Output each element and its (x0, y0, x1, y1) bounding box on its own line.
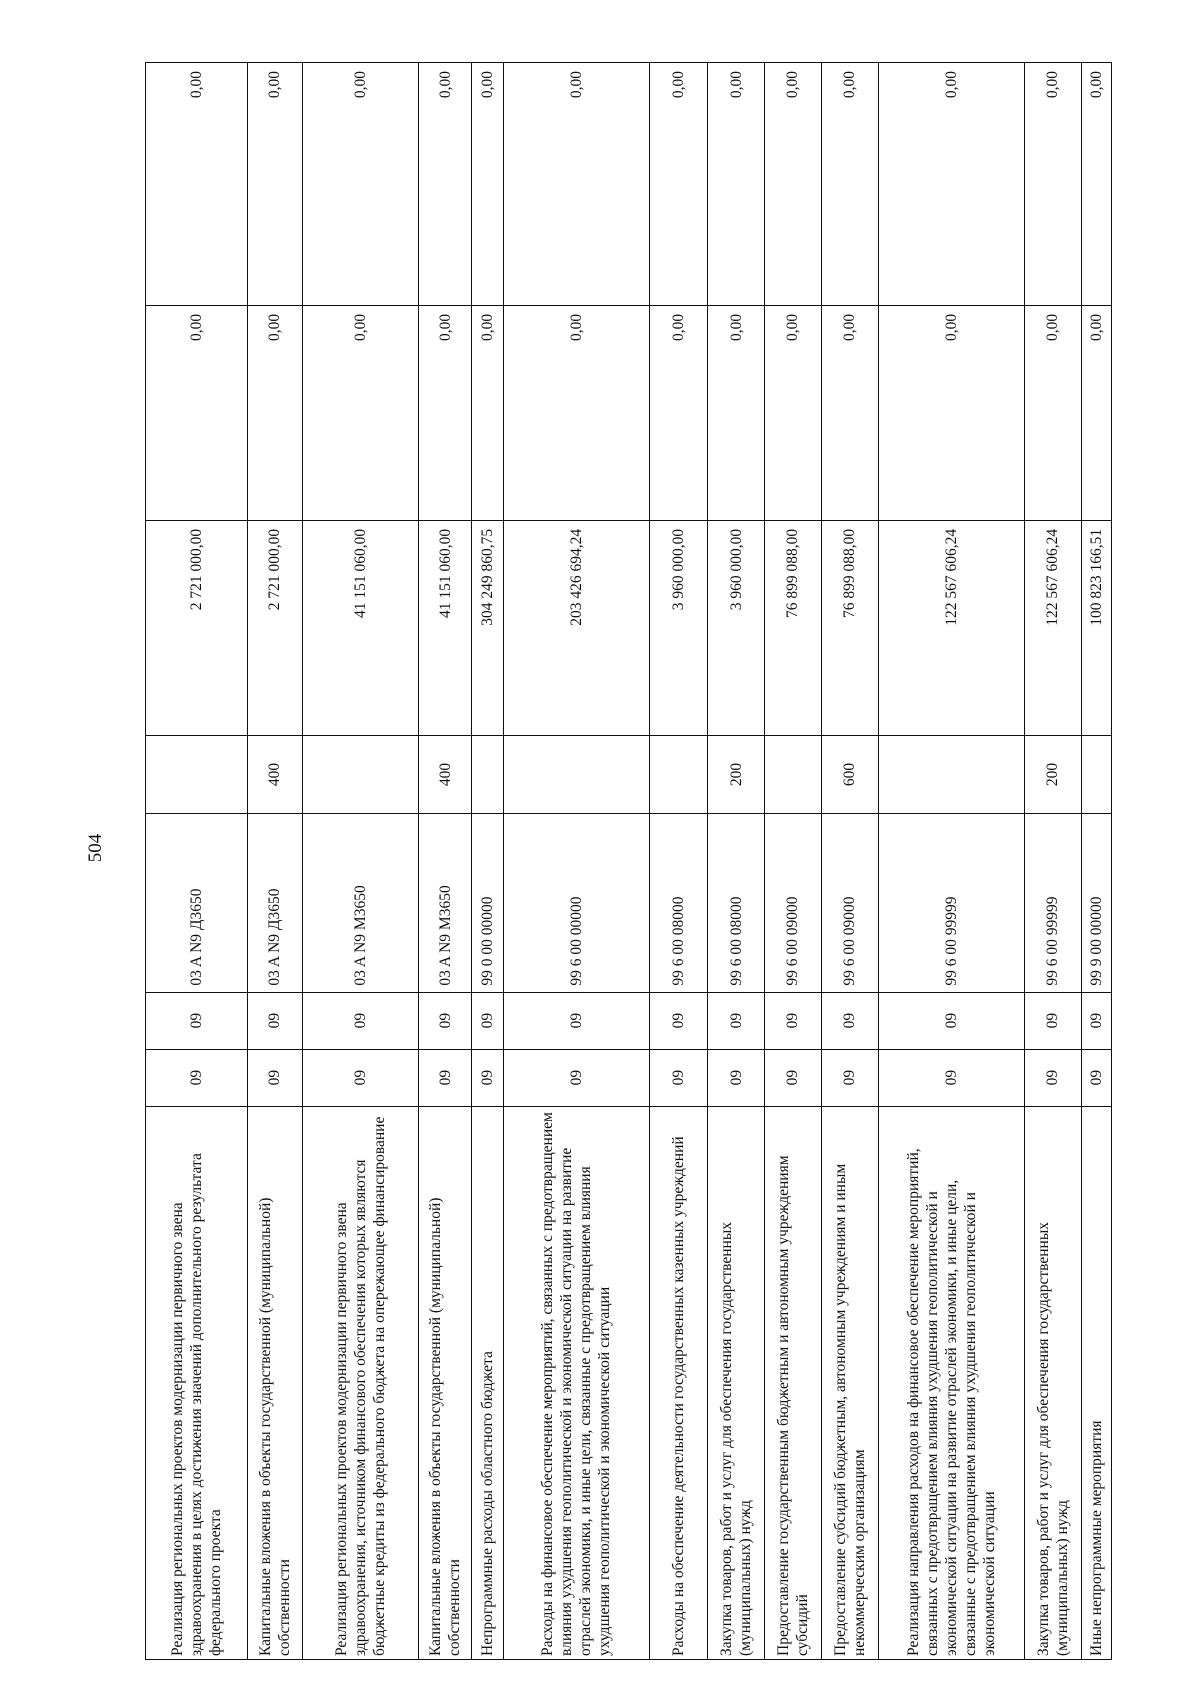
chapter-code-cell: 09 (419, 1049, 472, 1106)
section-code-cell: 09 (650, 992, 708, 1049)
row-name-cell: Капитальные вложения в объекты государственной (муниципальной) собственности (247, 1106, 303, 1659)
table-row (650, 63, 708, 1660)
chapter-code-cell: 09 (472, 1049, 503, 1106)
amount-year2-cell: 0,00 (503, 305, 649, 520)
amount-year3-cell: 0,00 (303, 63, 419, 306)
row-name-cell: Расходы на финансовое обеспечение мероприятий, связанных с предотвращением влияния ухудшения геополитической и экономической ситуации на развитие отраслей экономики, и иные цели, связанные с предотвращением влияния ухудшения геополитической и экономической ситуации (503, 1106, 649, 1659)
amount-year1-cell: 122 567 606,24 (878, 520, 1024, 735)
amount-year2-cell: 0,00 (650, 305, 708, 520)
target-article-cell: 99 9 00 00000 (1081, 814, 1111, 992)
target-article-cell: 99 6 00 00000 (503, 814, 649, 992)
row-name-cell: Расходы на обеспечение деятельности государственных казенных учреждений (650, 1106, 708, 1659)
section-code-cell: 09 (303, 992, 419, 1049)
target-article-cell: 99 6 00 99999 (1024, 814, 1081, 992)
section-code-cell: 09 (708, 992, 765, 1049)
amount-year1-cell: 3 960 000,00 (650, 520, 708, 735)
chapter-code-cell: 09 (146, 1049, 248, 1106)
expense-kind-cell (1081, 735, 1111, 813)
target-article-cell: 99 0 00 00000 (472, 814, 503, 992)
expense-kind-cell (650, 735, 708, 813)
amount-year3-cell: 0,00 (503, 63, 649, 306)
target-article-cell: 99 6 00 08000 (650, 814, 708, 992)
amount-year2-cell: 0,00 (821, 305, 878, 520)
row-name-cell: Предоставление субсидий бюджетным, автономным учреждениям и иным некоммерческим организациям (821, 1106, 878, 1659)
amount-year2-cell: 0,00 (419, 305, 472, 520)
row-name-cell: Закупка товаров, работ и услуг для обеспечения государственных (муниципальных) нужд (708, 1106, 765, 1659)
section-code-cell: 09 (419, 992, 472, 1049)
budget-table (145, 62, 1112, 1660)
amount-year1-cell: 304 249 860,75 (472, 520, 503, 735)
amount-year1-cell: 2 721 000,00 (247, 520, 303, 735)
table-row (708, 63, 765, 1660)
row-name-cell: Реализация региональных проектов модернизации первичного звена здравоохранения, источником финансового обеспечения которых являются бюджетные кредиты из федерального бюджета на опережающее финансирование (303, 1106, 419, 1659)
table-row (1024, 63, 1081, 1660)
chapter-code-cell: 09 (1024, 1049, 1081, 1106)
row-name-cell: Предоставление государственным бюджетным и автономным учреждениям субсидий (764, 1106, 821, 1659)
amount-year3-cell: 0,00 (878, 63, 1024, 306)
amount-year1-cell: 41 151 060,00 (303, 520, 419, 735)
amount-year3-cell: 0,00 (472, 63, 503, 306)
table-row (764, 63, 821, 1660)
section-code-cell: 09 (247, 992, 303, 1049)
amount-year3-cell: 0,00 (1081, 63, 1111, 306)
amount-year2-cell: 0,00 (146, 305, 248, 520)
amount-year1-cell: 122 567 606,24 (1024, 520, 1081, 735)
row-name-cell: Закупка товаров, работ и услуг для обеспечения государственных (муниципальных) нужд (1024, 1106, 1081, 1659)
amount-year2-cell: 0,00 (1024, 305, 1081, 520)
expense-kind-cell (503, 735, 649, 813)
row-name-cell: Реализация региональных проектов модернизации первичного звена здравоохранения в целях достижения значений дополнительного результата федерального проекта (146, 1106, 248, 1659)
chapter-code-cell: 09 (303, 1049, 419, 1106)
amount-year1-cell: 3 960 000,00 (708, 520, 765, 735)
target-article-cell: 99 6 00 09000 (764, 814, 821, 992)
budget-table-body (146, 63, 1112, 1660)
table-row (821, 63, 878, 1660)
amount-year1-cell: 41 151 060,00 (419, 520, 472, 735)
chapter-code-cell: 09 (821, 1049, 878, 1106)
amount-year2-cell: 0,00 (708, 305, 765, 520)
amount-year1-cell: 203 426 694,24 (503, 520, 649, 735)
page-number: 504 (85, 833, 106, 863)
section-code-cell: 09 (821, 992, 878, 1049)
amount-year1-cell: 2 721 000,00 (146, 520, 248, 735)
expense-kind-cell (764, 735, 821, 813)
amount-year2-cell: 0,00 (764, 305, 821, 520)
amount-year3-cell: 0,00 (821, 63, 878, 306)
target-article-cell: 99 6 00 08000 (708, 814, 765, 992)
section-code-cell: 09 (1081, 992, 1111, 1049)
target-article-cell: 99 6 00 99999 (878, 814, 1024, 992)
expense-kind-cell: 400 (419, 735, 472, 813)
expense-kind-cell: 400 (247, 735, 303, 813)
chapter-code-cell: 09 (247, 1049, 303, 1106)
amount-year3-cell: 0,00 (146, 63, 248, 306)
section-code-cell: 09 (472, 992, 503, 1049)
section-code-cell: 09 (146, 992, 248, 1049)
chapter-code-cell: 09 (503, 1049, 649, 1106)
amount-year2-cell: 0,00 (303, 305, 419, 520)
expense-kind-cell: 200 (708, 735, 765, 813)
amount-year3-cell: 0,00 (419, 63, 472, 306)
table-row (303, 63, 419, 1660)
expense-kind-cell (472, 735, 503, 813)
section-code-cell: 09 (503, 992, 649, 1049)
chapter-code-cell: 09 (878, 1049, 1024, 1106)
chapter-code-cell: 09 (708, 1049, 765, 1106)
target-article-cell: 03 A N9 Д3650 (146, 814, 248, 992)
table-row (878, 63, 1024, 1660)
table-row (146, 63, 248, 1660)
table-row (503, 63, 649, 1660)
rotated-table-wrapper (145, 62, 1112, 1660)
section-code-cell: 09 (764, 992, 821, 1049)
amount-year3-cell: 0,00 (764, 63, 821, 306)
row-name-cell: Иные непрограммные мероприятия (1081, 1106, 1111, 1659)
amount-year3-cell: 0,00 (247, 63, 303, 306)
chapter-code-cell: 09 (650, 1049, 708, 1106)
expense-kind-cell (878, 735, 1024, 813)
section-code-cell: 09 (878, 992, 1024, 1049)
target-article-cell: 03 A N9 M3650 (419, 814, 472, 992)
amount-year2-cell: 0,00 (878, 305, 1024, 520)
row-name-cell: Непрограммные расходы областного бюджета (472, 1106, 503, 1659)
table-row (419, 63, 472, 1660)
target-article-cell: 03 A N9 M3650 (303, 814, 419, 992)
amount-year1-cell: 76 899 088,00 (764, 520, 821, 735)
table-row (472, 63, 503, 1660)
amount-year2-cell: 0,00 (472, 305, 503, 520)
amount-year1-cell: 76 899 088,00 (821, 520, 878, 735)
expense-kind-cell: 200 (1024, 735, 1081, 813)
amount-year1-cell: 100 823 166,51 (1081, 520, 1111, 735)
section-code-cell: 09 (1024, 992, 1081, 1049)
row-name-cell: Реализация направления расходов на финансовое обеспечение мероприятий, связанных с предотвращением влияния ухудшения геополитической и экономической ситуации на развитие отраслей экономики, и иные цели, связанные с предотвращением влияния ухудшения геополитической и экономической ситуации (878, 1106, 1024, 1659)
amount-year2-cell: 0,00 (1081, 305, 1111, 520)
expense-kind-cell (303, 735, 419, 813)
expense-kind-cell: 600 (821, 735, 878, 813)
amount-year3-cell: 0,00 (708, 63, 765, 306)
amount-year2-cell: 0,00 (247, 305, 303, 520)
chapter-code-cell: 09 (1081, 1049, 1111, 1106)
table-row (1081, 63, 1111, 1660)
table-row (247, 63, 303, 1660)
chapter-code-cell: 09 (764, 1049, 821, 1106)
target-article-cell: 99 6 00 09000 (821, 814, 878, 992)
amount-year3-cell: 0,00 (1024, 63, 1081, 306)
expense-kind-cell (146, 735, 248, 813)
amount-year3-cell: 0,00 (650, 63, 708, 306)
row-name-cell: Капитальные вложения в объекты государственной (муниципальной) собственности (419, 1106, 472, 1659)
target-article-cell: 03 A N9 Д3650 (247, 814, 303, 992)
